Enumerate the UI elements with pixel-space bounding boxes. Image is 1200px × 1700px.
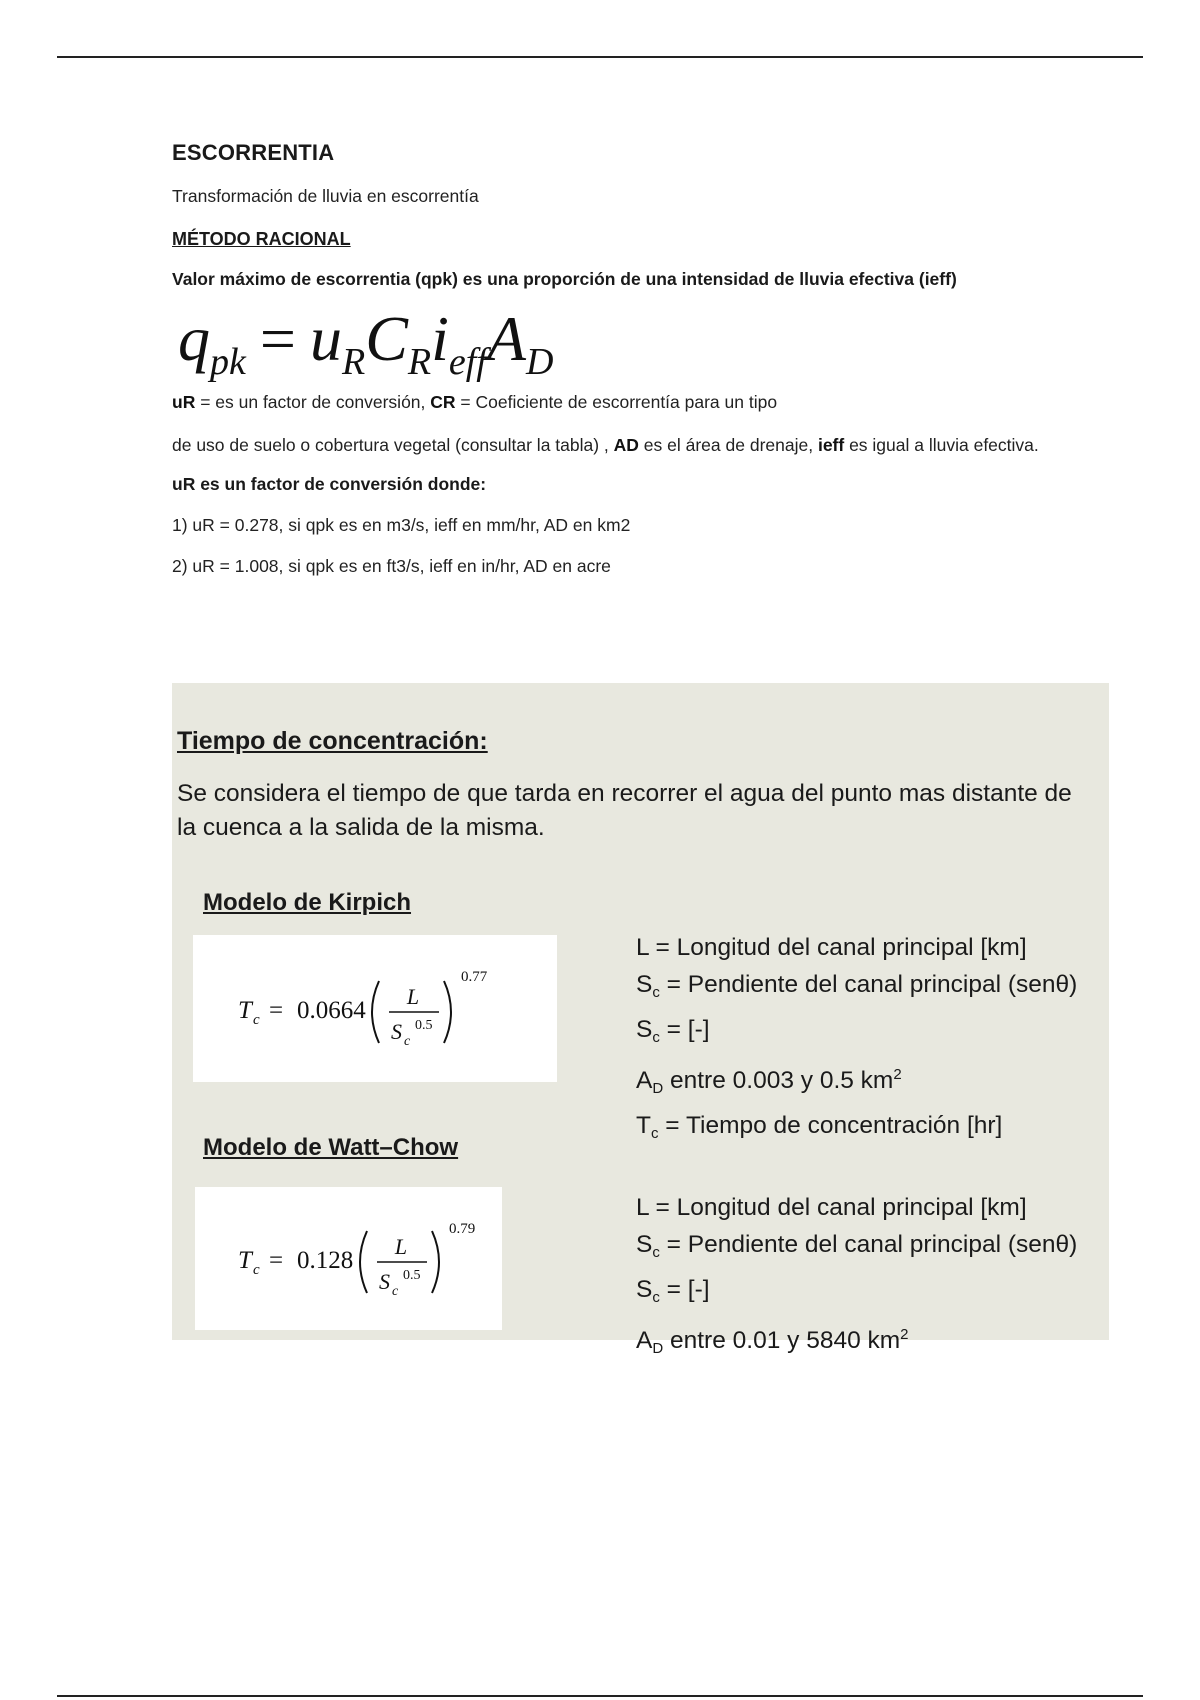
def-slope-unit (636, 1271, 1077, 1316)
wattchow-lhs: T (238, 1247, 252, 1274)
def-area (636, 1316, 1077, 1367)
formula-c: C (365, 303, 408, 374)
wattchow-den-exp: 0.5 (403, 1268, 421, 1283)
kirpich-formula (193, 935, 557, 1082)
conversion-item: 2) uR = 1.008, si qpk es en ft3/s, ieff en in/hr, AD en acre (172, 556, 611, 576)
kirpich-lhs: T (238, 997, 252, 1024)
wattchow-num: L (394, 1234, 408, 1259)
kirpich-definitions (636, 929, 1077, 1152)
kirpich-num: L (406, 984, 420, 1009)
def-slope (636, 966, 1077, 1011)
sym-s-sub: c (652, 984, 660, 1001)
formula-i: i (431, 303, 449, 374)
term-cr: CR (430, 392, 456, 412)
term-ur: uR (172, 392, 196, 412)
sym-t-sub: c (650, 1125, 659, 1142)
left-paren (372, 981, 379, 1043)
left-paren (360, 1231, 367, 1293)
document-body (172, 140, 1112, 597)
sym-s: S (636, 1231, 653, 1258)
concentration-time-panel (172, 683, 1109, 1357)
sym-s-sub: c (652, 1029, 660, 1046)
sym-a-sub: D (652, 1340, 664, 1357)
wattchow-equals: = (269, 1247, 284, 1274)
top-rule (57, 56, 1143, 58)
kirpich-den-exp: 0.5 (415, 1018, 433, 1033)
term-ieff: ieff (817, 435, 845, 455)
formula-u: u (309, 303, 342, 374)
rational-formula (178, 300, 1112, 383)
definition-line-2 (172, 431, 1112, 460)
kirpich-coef: 0.0664 (297, 997, 366, 1024)
sym-s: S (636, 971, 653, 998)
def-length: L = Longitud del canal principal [km] (636, 1194, 1027, 1221)
kirpich-den: S (391, 1019, 402, 1044)
sym-s-sub: c (652, 1289, 660, 1306)
right-paren (432, 1231, 439, 1293)
def-length: L = Longitud del canal principal [km] (636, 934, 1027, 961)
def-slope-text: = Pendiente del canal principal (senθ) (659, 971, 1078, 998)
def-slope (636, 1226, 1077, 1271)
formula-i-sub: eff (448, 341, 487, 383)
page-subtitle: Transformación de lluvia en escorrentía (172, 186, 479, 206)
page-title: ESCORRENTIA (172, 140, 335, 165)
right-paren (444, 981, 451, 1043)
kirpich-title: Modelo de Kirpich (203, 889, 412, 916)
formula-q-sub: pk (210, 341, 246, 383)
kirpich-lhs-sub: c (253, 1012, 260, 1028)
term-cr-text: = Coeficiente de escorrentía para un tipo (455, 392, 778, 412)
def-slope-unit-text: = [-] (659, 1276, 710, 1303)
wattchow-title: Modelo de Watt–Chow (203, 1134, 459, 1161)
wattchow-lhs-sub: c (253, 1262, 260, 1278)
def-time-text: = Tiempo de concentración [hr] (658, 1112, 1003, 1139)
panel-title: Tiempo de concentración: (177, 727, 488, 755)
formula-a-sub: D (525, 341, 554, 383)
formula-u-sub: R (341, 341, 366, 383)
wattchow-formula (195, 1187, 502, 1330)
wattchow-den-sub: c (392, 1284, 399, 1299)
method-heading: MÉTODO RACIONAL (172, 229, 351, 249)
conversion-item: 1) uR = 0.278, si qpk es en m3/s, ieff en mm/hr, AD en km2 (172, 515, 631, 535)
definition-line-1 (172, 388, 1112, 417)
def-slope-unit-text: = [-] (659, 1016, 710, 1043)
def2-text2: es el área de drenaje, (638, 435, 818, 455)
def-area-text: entre 0.003 y 0.5 km (663, 1067, 894, 1094)
sym-t: T (636, 1112, 651, 1139)
intro-statement: Valor máximo de escorrentia (qpk) es una proporción de una intensidad de lluvia efectiva (ieff) (172, 269, 957, 289)
def-area (636, 1056, 1077, 1107)
kirpich-den-sub: c (404, 1034, 411, 1049)
panel-description: Se considera el tiempo de que tarda en recorrer el agua del punto mas distante de la cuenca a la salida de la misma. (177, 780, 1072, 841)
sym-s-sub: c (652, 1244, 660, 1261)
def-slope-text: = Pendiente del canal principal (senθ) (659, 1231, 1078, 1258)
wattchow-den: S (379, 1269, 390, 1294)
formula-q: q (178, 303, 210, 374)
wattchow-definitions (636, 1189, 1077, 1367)
def-area-sup: 2 (893, 1066, 902, 1083)
def-slope-unit (636, 1011, 1077, 1056)
sym-a: A (636, 1067, 653, 1094)
sym-s: S (636, 1016, 653, 1043)
def-area-text: entre 0.01 y 5840 km (663, 1327, 901, 1354)
kirpich-exp: 0.77 (461, 969, 488, 985)
sym-s: S (636, 1276, 653, 1303)
sym-a: A (636, 1327, 653, 1354)
formula-c-sub: R (407, 341, 432, 383)
def2-text3: es igual a lluvia efectiva. (844, 435, 1039, 455)
term-ur-text: = es un factor de conversión, (195, 392, 431, 412)
wattchow-exp: 0.79 (449, 1221, 476, 1237)
conversion-heading: uR es un factor de conversión donde: (172, 474, 487, 494)
kirpich-equals: = (269, 997, 284, 1024)
bottom-rule (57, 1695, 1143, 1697)
sym-a-sub: D (652, 1080, 664, 1097)
formula-equals: = (259, 303, 296, 374)
def-time (636, 1107, 1077, 1152)
term-ad: AD (613, 435, 639, 455)
def-area-sup: 2 (900, 1326, 909, 1343)
wattchow-coef: 0.128 (297, 1247, 354, 1274)
formula-a: A (486, 303, 526, 374)
def2-text1: de uso de suelo o cobertura vegetal (consultar la tabla) , (172, 435, 614, 455)
